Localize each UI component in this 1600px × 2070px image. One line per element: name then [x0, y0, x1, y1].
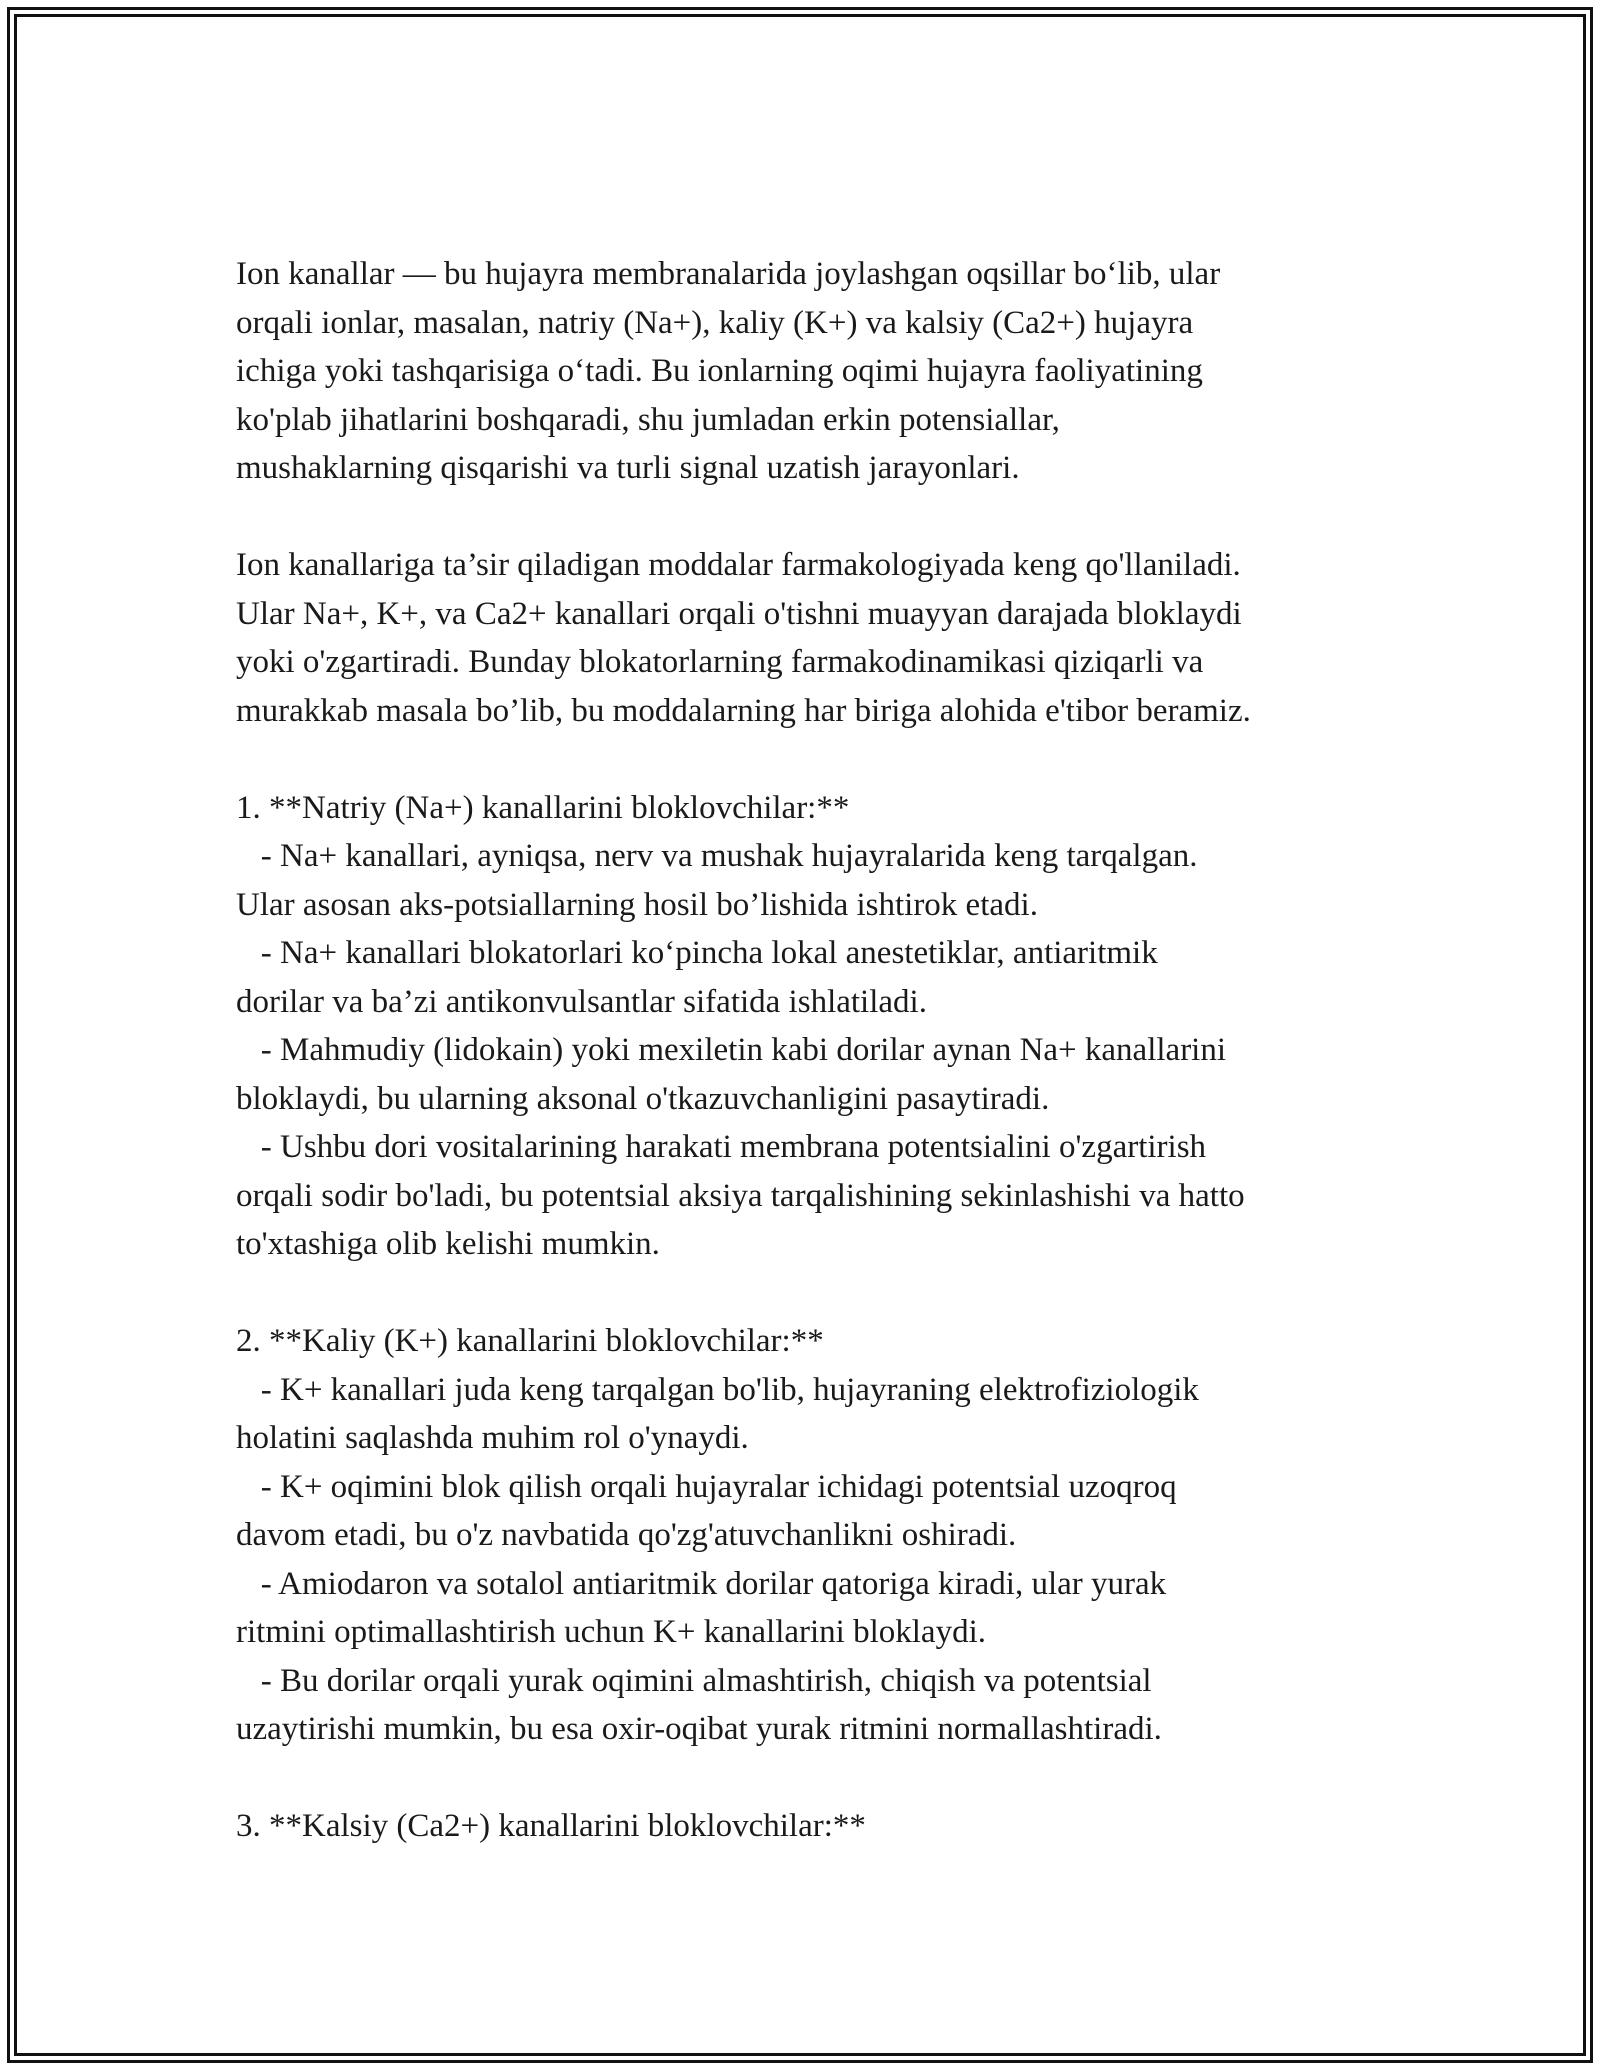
- document-body: [236, 250, 1376, 1851]
- section-heading: 2. **Kaliy (K+) kanallarini bloklovchilar:**: [236, 1323, 824, 1359]
- text-line: ichiga yoki tashqarisiga o‘tadi. Bu ionlarning oqimi hujayra faoliyatining: [236, 353, 1203, 389]
- text-line: - Amiodaron va sotalol antiaritmik dorilar qatoriga kiradi, ular yurak: [236, 1565, 1167, 1602]
- text-line: Ion kanallariga ta’sir qiladigan moddalar farmakologiyada keng qo'llaniladi.: [236, 547, 1241, 583]
- text-line: - Mahmudiy (lidokain) yoki mexiletin kabi dorilar aynan Na+ kanallarini: [236, 1032, 1227, 1068]
- paragraph-pharmacology: [236, 541, 1376, 735]
- paragraph-intro: [236, 250, 1376, 493]
- paragraph-gap: [236, 1754, 1376, 1803]
- text-line: to'xtashiga olib kelishi mumkin.: [236, 1226, 660, 1262]
- paragraph-gap: [236, 493, 1376, 542]
- text-line: - Na+ kanallari, ayniqsa, nerv va mushak hujayralarida keng tarqalgan.: [236, 838, 1198, 874]
- section-potassium-blockers: [236, 1317, 1376, 1754]
- text-line: yoki o'zgartiradi. Bunday blokatorlarning farmakodinamikasi qiziqarli va: [236, 644, 1204, 680]
- text-line: - K+ kanallari juda keng tarqalgan bo'lib, hujayraning elektrofiziologik: [236, 1371, 1199, 1408]
- text-line: Ion kanallar — bu hujayra membranalarida joylashgan oqsillar bo‘lib, ular: [236, 256, 1221, 292]
- text-line: dorilar va ba’zi antikonvulsantlar sifatida ishlatiladi.: [236, 983, 927, 1020]
- text-line: ritmini optimallashtirish uchun K+ kanallarini bloklaydi.: [236, 1614, 986, 1650]
- text-line: - Ushbu dori vositalarining harakati membrana potentsialini o'zgartirish: [236, 1129, 1207, 1165]
- text-line: - Bu dorilar orqali yurak oqimini almashtirish, chiqish va potentsial: [236, 1662, 1152, 1699]
- text-line: holatini saqlashda muhim rol o'ynaydi.: [236, 1420, 749, 1456]
- paragraph-gap: [236, 735, 1376, 784]
- paragraph-gap: [236, 1269, 1376, 1318]
- text-line: Ular Na+, K+, va Ca2+ kanallari orqali o'tishni muayyan darajada bloklaydi: [236, 595, 1242, 632]
- text-line: bloklaydi, bu ularning aksonal o'tkazuvchanligini pasaytiradi.: [236, 1080, 1050, 1117]
- text-line: - K+ oqimini blok qilish orqali hujayralar ichidagi potentsial uzoqroq: [236, 1468, 1177, 1505]
- text-line: - Na+ kanallari blokatorlari ko‘pincha lokal anestetiklar, antiaritmik: [236, 935, 1158, 971]
- section-sodium-blockers: [236, 784, 1376, 1269]
- section-heading: 1. **Natriy (Na+) kanallarini bloklovchilar:**: [236, 789, 850, 826]
- text-line: ko'plab jihatlarini boshqaradi, shu jumladan erkin potensiallar,: [236, 401, 1060, 438]
- text-line: uzaytirishi mumkin, bu esa oxir-oqibat yurak ritmini normallashtiradi.: [236, 1711, 1162, 1747]
- text-line: Ular asosan aks-potsiallarning hosil bo’lishida ishtirok etadi.: [236, 886, 1038, 923]
- text-line: davom etadi, bu o'z navbatida qo'zg'atuvchanlikni oshiradi.: [236, 1517, 1017, 1553]
- section-calcium-blockers: [236, 1802, 1376, 1851]
- text-line: orqali sodir bo'ladi, bu potentsial aksiya tarqalishining sekinlashishi va hatto: [236, 1177, 1245, 1214]
- section-heading: 3. **Kalsiy (Ca2+) kanallarini bloklovchilar:**: [236, 1808, 866, 1844]
- text-line: orqali ionlar, masalan, natriy (Na+), kaliy (K+) va kalsiy (Ca2+) hujayra: [236, 304, 1194, 341]
- text-line: murakkab masala bo’lib, bu moddalarning har biriga alohida e'tibor beramiz.: [236, 692, 1251, 729]
- text-line: mushaklarning qisqarishi va turli signal uzatish jarayonlari.: [236, 450, 1020, 486]
